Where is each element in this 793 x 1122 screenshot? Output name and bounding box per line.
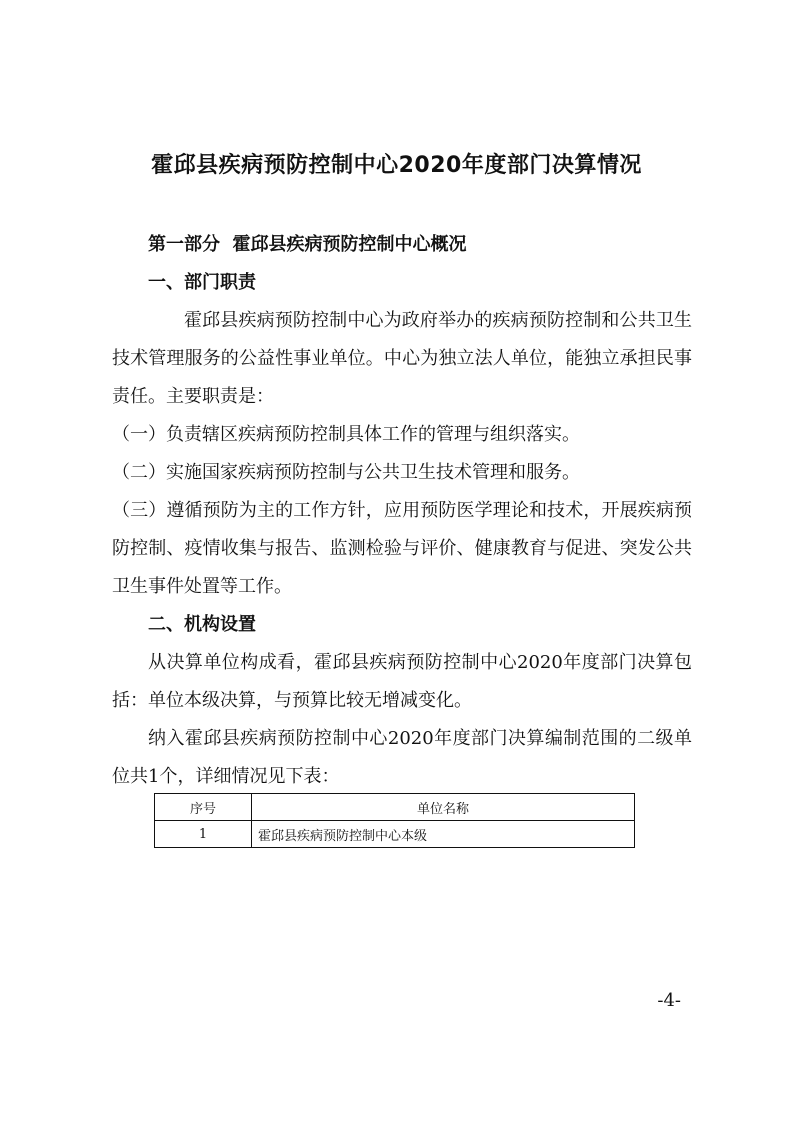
duty-item-3: （三）遵循预防为主的工作方针，应用预防医学理论和技术，开展疾病预防控制、疫情收集与报告、监测检验与评价、健康教育与促进、突发公共卫生事件处置等工作。 <box>112 500 692 597</box>
section-structure-heading: 二、机构设置 <box>148 614 256 635</box>
page-number: -4- <box>657 990 681 1011</box>
table-cell-name: 霍邱县疾病预防控制中心本级 <box>252 821 635 848</box>
structure-paragraph-1: 从决算单位构成看，霍邱县疾病预防控制中心2020年度部门决算包括：单位本级决算，与预算比较无增减变化。 <box>112 652 692 711</box>
document-title: 霍邱县疾病预防控制中心2020年度部门决算情况 <box>151 153 642 178</box>
part-one-heading: 第一部分 霍邱县疾病预防控制中心概况 <box>148 234 467 255</box>
table-cell-num: 1 <box>155 821 252 848</box>
table-row <box>155 821 635 848</box>
duties-intro-paragraph: 霍邱县疾病预防控制中心为政府举办的疾病预防控制和公共卫生技术管理服务的公益性事业单位。中心为独立法人单位，能独立承担民事责任。主要职责是： <box>112 310 692 407</box>
duty-item-2: （二）实施国家疾病预防控制与公共卫生技术管理和服务。 <box>112 462 580 483</box>
table-header-name: 单位名称 <box>252 794 635 821</box>
table-header-num: 序号 <box>155 794 252 821</box>
structure-paragraph-2: 纳入霍邱县疾病预防控制中心2020年度部门决算编制范围的二级单位共1个，详细情况见下表： <box>112 728 692 787</box>
duty-item-1: （一）负责辖区疾病预防控制具体工作的管理与组织落实。 <box>112 424 580 445</box>
section-duties-heading: 一、部门职责 <box>148 272 256 293</box>
units-table <box>154 793 635 848</box>
table-header-row <box>155 794 635 821</box>
